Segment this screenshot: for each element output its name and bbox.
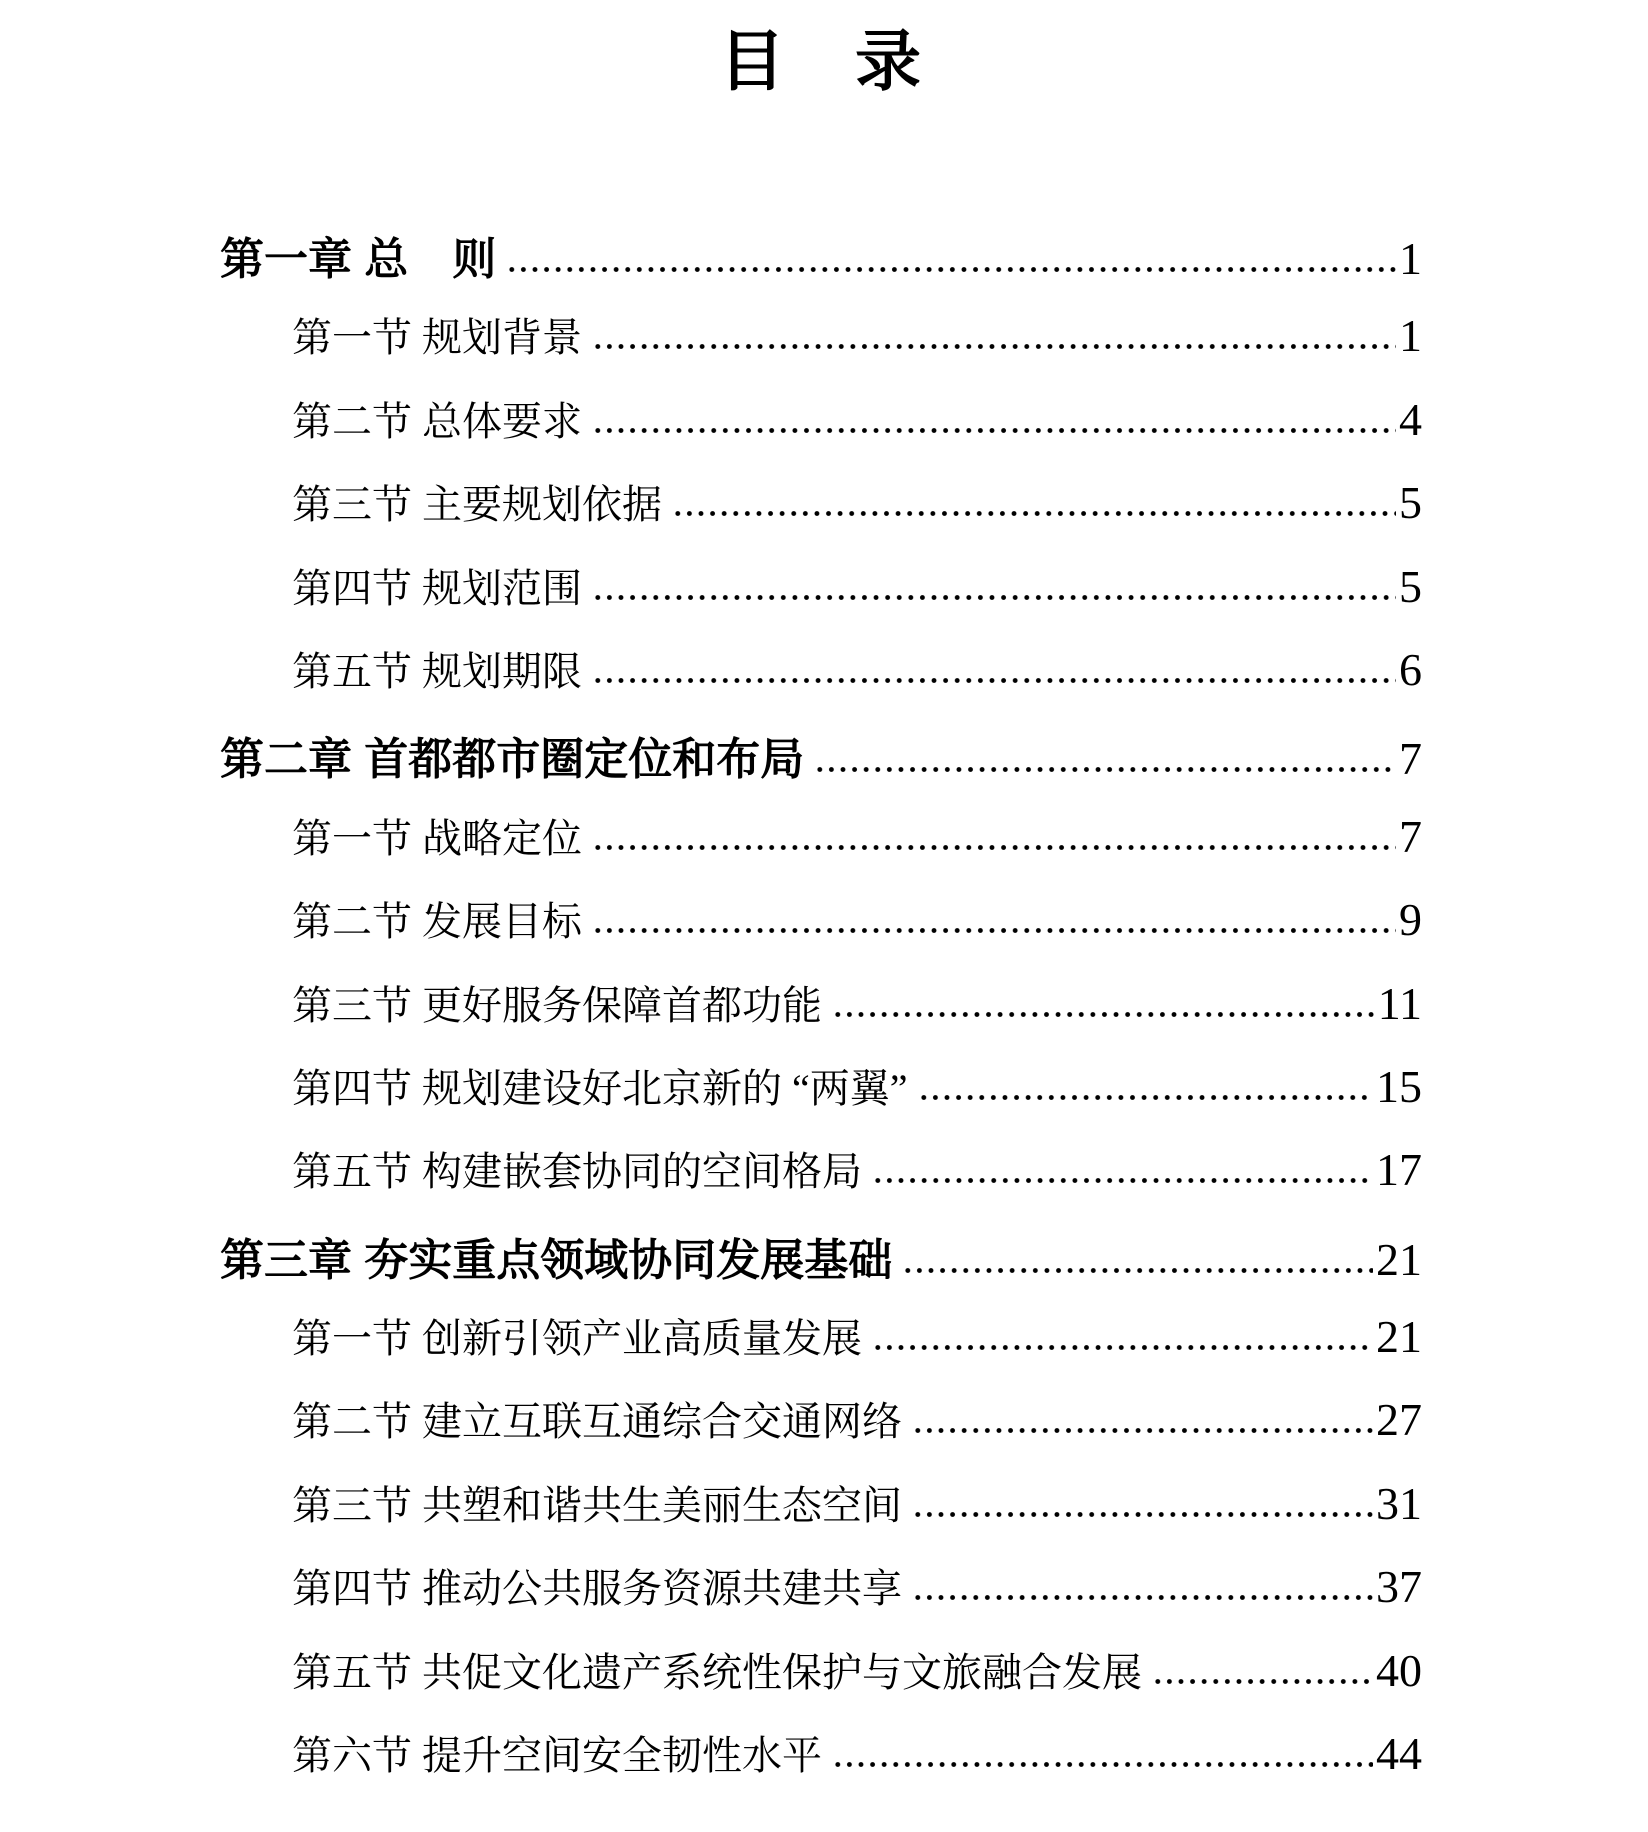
entry-page-number: 21 bbox=[1376, 1311, 1422, 1363]
dot-leader bbox=[872, 1176, 1373, 1185]
toc-entry-section[interactable] bbox=[220, 1372, 1422, 1455]
dot-leader bbox=[592, 676, 1396, 685]
entry-label: 第三节 主要规划依据 bbox=[292, 482, 662, 528]
entry-label: 第三节 更好服务保障首都功能 bbox=[292, 982, 822, 1028]
entry-label: 第二节 发展目标 bbox=[292, 899, 582, 945]
dot-leader bbox=[832, 1010, 1375, 1019]
entry-label: 第四节 推动公共服务资源共建共享 bbox=[292, 1566, 902, 1612]
toc-entry-section[interactable] bbox=[220, 1289, 1422, 1372]
dot-leader bbox=[872, 1343, 1373, 1352]
toc-entry-section[interactable] bbox=[220, 1539, 1422, 1622]
toc-entry-section[interactable] bbox=[220, 622, 1422, 705]
toc-list bbox=[220, 205, 1422, 1789]
entry-page-number: 5 bbox=[1399, 477, 1422, 529]
dot-leader bbox=[592, 426, 1396, 435]
toc-entry-chapter[interactable] bbox=[220, 1206, 1422, 1289]
toc-entry-section[interactable] bbox=[220, 789, 1422, 872]
entry-page-number: 6 bbox=[1399, 643, 1422, 695]
dot-leader bbox=[832, 1760, 1373, 1769]
dot-leader bbox=[592, 593, 1396, 602]
entry-label: 第三节 共塑和谐共生美丽生态空间 bbox=[292, 1482, 902, 1528]
dot-leader bbox=[672, 509, 1396, 518]
entry-page-number: 27 bbox=[1376, 1394, 1422, 1446]
entry-page-number: 9 bbox=[1399, 894, 1422, 946]
dot-leader bbox=[912, 1593, 1373, 1602]
entry-page-number: 37 bbox=[1376, 1561, 1422, 1613]
dot-leader bbox=[814, 765, 1396, 774]
toc-entry-section[interactable] bbox=[220, 1039, 1422, 1122]
entry-label: 第五节 共促文化遗产系统性保护与文旅融合发展 bbox=[292, 1649, 1142, 1695]
toc-entry-section[interactable] bbox=[220, 872, 1422, 955]
dot-leader bbox=[1152, 1677, 1373, 1686]
entry-page-number: 11 bbox=[1377, 977, 1422, 1029]
entry-label: 第五节 构建嵌套协同的空间格局 bbox=[292, 1149, 862, 1195]
entry-label: 第一节 创新引领产业高质量发展 bbox=[292, 1316, 862, 1362]
entry-page-number: 7 bbox=[1399, 733, 1422, 785]
toc-entry-section[interactable] bbox=[220, 539, 1422, 622]
entry-label: 第三章 夯实重点领域协同发展基础 bbox=[220, 1235, 893, 1285]
entry-label: 第五节 规划期限 bbox=[292, 648, 582, 694]
dot-leader bbox=[902, 1266, 1373, 1275]
entry-page-number: 1 bbox=[1399, 233, 1422, 284]
entry-label: 第二节 总体要求 bbox=[292, 398, 582, 444]
entry-page-number: 15 bbox=[1376, 1060, 1422, 1112]
toc-entry-section[interactable] bbox=[220, 1122, 1422, 1205]
entry-page-number: 1 bbox=[1399, 310, 1422, 362]
entry-page-number: 44 bbox=[1376, 1728, 1422, 1780]
dot-leader bbox=[918, 1093, 1373, 1102]
entry-label: 第二章 首都都市圈定位和布局 bbox=[220, 735, 805, 785]
toc-entry-section[interactable] bbox=[220, 288, 1422, 371]
entry-page-number: 5 bbox=[1399, 560, 1422, 612]
entry-page-number: 21 bbox=[1376, 1233, 1422, 1285]
entry-label: 第一章 总 则 bbox=[220, 235, 497, 284]
dot-leader bbox=[592, 926, 1396, 935]
toc-entry-chapter[interactable] bbox=[220, 205, 1422, 288]
toc-entry-section[interactable] bbox=[220, 372, 1422, 455]
entry-page-number: 40 bbox=[1376, 1644, 1422, 1696]
entry-page-number: 4 bbox=[1399, 393, 1422, 445]
toc-entry-section[interactable] bbox=[220, 1706, 1422, 1789]
entry-label: 第四节 规划建设好北京新的 “两翼” bbox=[292, 1065, 908, 1111]
entry-page-number: 31 bbox=[1376, 1477, 1422, 1529]
dot-leader bbox=[592, 843, 1396, 852]
toc-entry-section[interactable] bbox=[220, 1623, 1422, 1706]
page-title: 目 录 bbox=[719, 26, 923, 99]
entry-label: 第一节 战略定位 bbox=[292, 815, 582, 861]
entry-label: 第四节 规划范围 bbox=[292, 565, 582, 611]
toc-entry-section[interactable] bbox=[220, 1456, 1422, 1539]
toc-entry-section[interactable] bbox=[220, 956, 1422, 1039]
entry-label: 第二节 建立互联互通综合交通网络 bbox=[292, 1399, 902, 1445]
dot-leader bbox=[912, 1510, 1373, 1519]
dot-leader bbox=[506, 265, 1396, 274]
entry-page-number: 17 bbox=[1376, 1144, 1422, 1196]
entry-page-number: 7 bbox=[1399, 810, 1422, 862]
toc-entry-section[interactable] bbox=[220, 455, 1422, 538]
entry-label: 第六节 提升空间安全韧性水平 bbox=[292, 1733, 822, 1779]
entry-label: 第一节 规划背景 bbox=[292, 315, 582, 361]
dot-leader bbox=[592, 342, 1396, 351]
dot-leader bbox=[912, 1426, 1373, 1435]
toc-entry-chapter[interactable] bbox=[220, 705, 1422, 788]
